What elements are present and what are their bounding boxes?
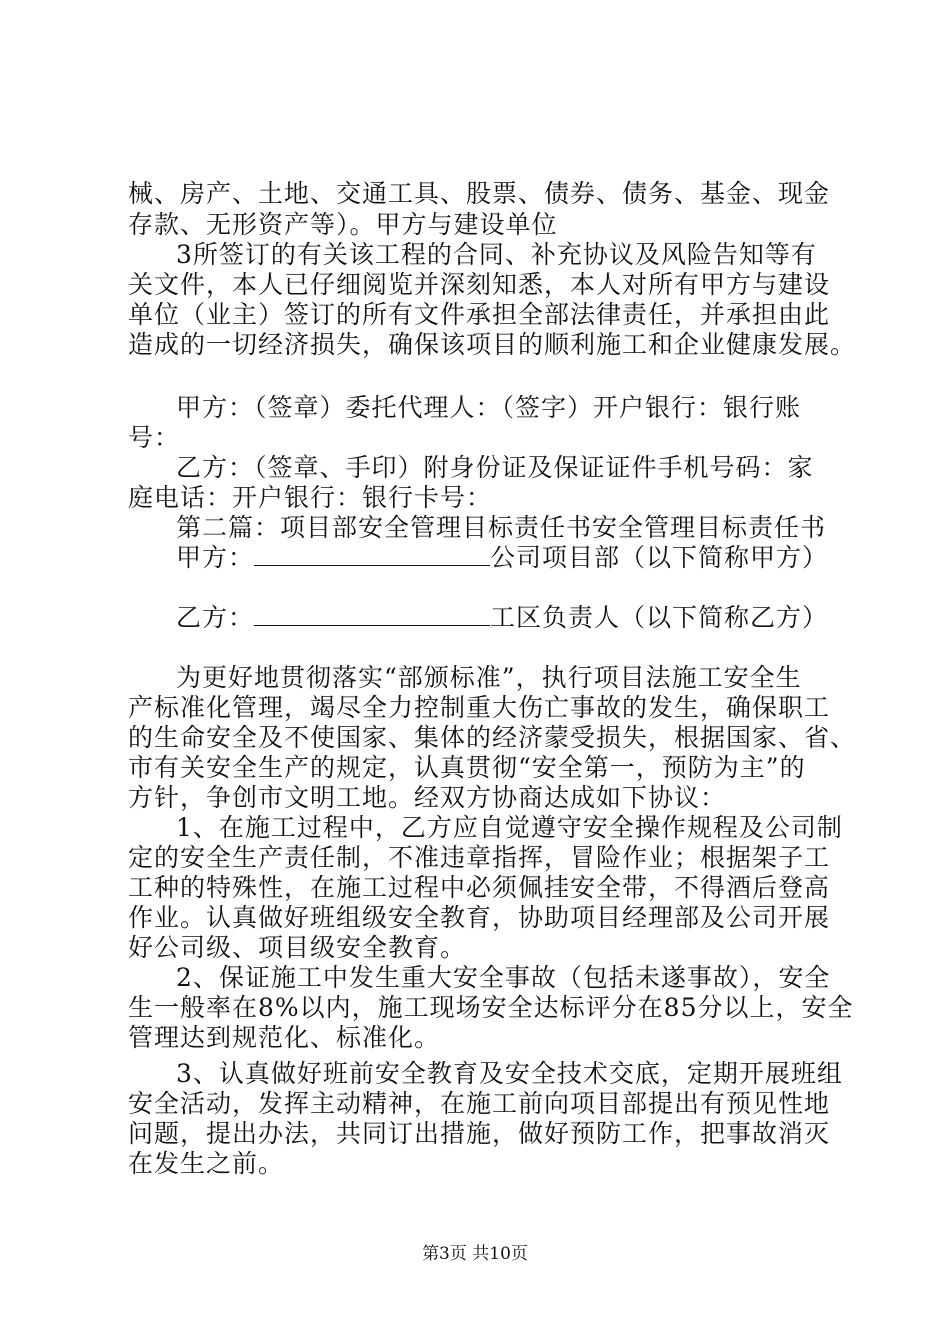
text-line: 庭电话：开户银行：银行卡号： xyxy=(128,483,493,512)
text-line: 为更好地贯彻落实“部颁标准”，执行项目法施工安全生 xyxy=(176,663,802,692)
party-a-blank xyxy=(254,543,490,566)
text-line: 械、房产、土地、交通工具、股票、债券、债务、基金、现金 xyxy=(128,179,831,208)
text-line: 的生命安全及不使国家、集体的经济蒙受损失，根据国家、省、 xyxy=(128,723,857,752)
text-line: 工种的特殊性，在施工过程中必须佩挂安全带，不得酒后登高 xyxy=(128,873,831,902)
party-a-suffix: 公司项目部（以下简称甲方） xyxy=(490,543,829,572)
signature-line-party-b: 乙方：（签章、手印）附身份证及保证证件手机号码：家 xyxy=(176,453,814,482)
text-line: 生一般率在8%以内，施工现场安全达标评分在85分以上，安全 xyxy=(128,993,854,1022)
text-line: 单位（业主）签订的所有文件承担全部法律责任，并承担由此 xyxy=(128,300,831,329)
text-line: 问题，提出办法，共同订出措施，做好预防工作，把事故消灭 xyxy=(128,1119,831,1148)
party-b-blank xyxy=(254,603,490,626)
text-line: 关文件，本人已仔细阅览并深刻知悉，本人对所有甲方与建设 xyxy=(128,270,831,299)
text-line: 2、保证施工中发生重大安全事故（包括未遂事故），安全 xyxy=(176,963,831,992)
text-line: 3、认真做好班前安全教育及安全技术交底，定期开展班组 xyxy=(176,1059,843,1088)
party-a-label: 甲方： xyxy=(176,543,255,572)
text-line: 好公司级、项目级安全教育。 xyxy=(128,933,467,962)
party-a-line xyxy=(176,543,828,573)
party-b-line xyxy=(176,603,828,633)
text-line: 安全活动，发挥主动精神，在施工前向项目部提出有预见性地 xyxy=(128,1089,831,1118)
party-b-suffix: 工区负责人（以下简称乙方） xyxy=(490,603,829,632)
party-b-label: 乙方： xyxy=(176,603,255,632)
text-line: 3所签订的有关该工程的合同、补充协议及风险告知等有 xyxy=(176,240,817,269)
text-line: 产标准化管理，竭尽全力控制重大伤亡事故的发生，确保职工 xyxy=(128,693,831,722)
text-line: 作业。认真做好班组级安全教育，协助项目经理部及公司开展 xyxy=(128,903,831,932)
text-line: 号： xyxy=(128,423,181,452)
text-line: 定的安全生产责任制，不准违章指挥，冒险作业；根据架子工 xyxy=(128,843,831,872)
text-line: 在发生之前。 xyxy=(128,1149,285,1178)
text-line: 管理达到规范化、标准化。 xyxy=(128,1023,441,1052)
text-line: 方针，争创市文明工地。经双方协商达成如下协议： xyxy=(128,783,727,812)
signature-line-party-a: 甲方：（签章）委托代理人：（签字）开户银行：银行账 xyxy=(176,393,802,422)
section-heading: 第二篇：项目部安全管理目标责任书安全管理目标责任书 xyxy=(176,513,827,542)
text-line: 存款、无形资产等）。甲方与建设单位 xyxy=(128,210,558,239)
text-line: 市有关安全生产的规定，认真贯彻“安全第一，预防为主”的 xyxy=(128,753,806,782)
page-footer: 第3页 共10页 xyxy=(422,1244,528,1264)
text-line: 造成的一切经济损失，确保该项目的顺利施工和企业健康发展。 xyxy=(128,330,857,359)
text-line: 1、在施工过程中，乙方应自觉遵守安全操作规程及公司制 xyxy=(176,813,843,842)
